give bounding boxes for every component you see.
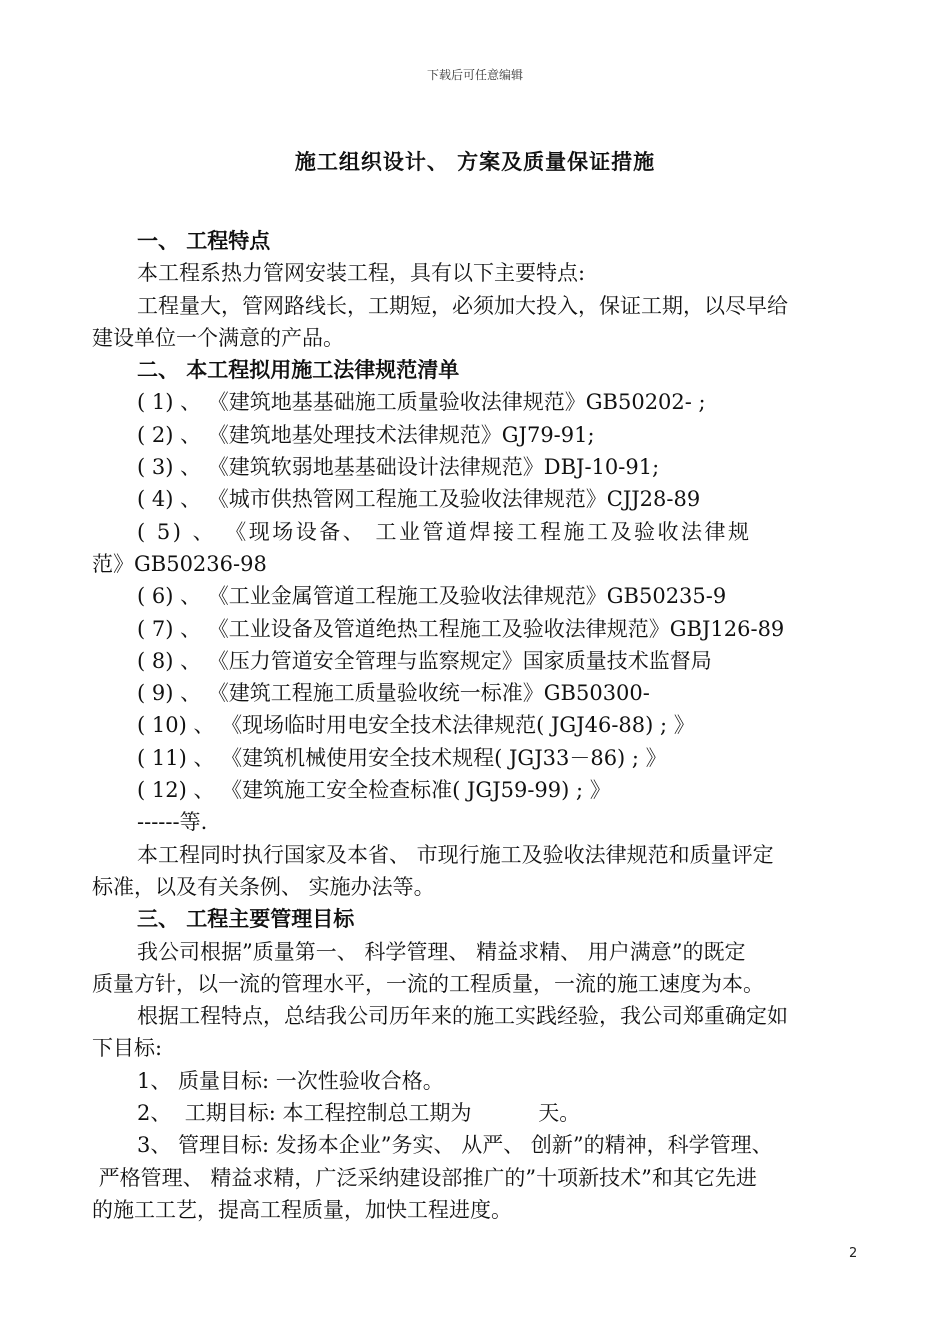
list-item: ( 11) 、 《建筑机械使用安全技术规程( JGJ33－86) ; 》 xyxy=(137,745,667,770)
section-heading: 一、 工程特点 xyxy=(137,228,271,253)
list-item: ( 3) 、 《建筑软弱地基基础设计法律规范》DBJ-10-91; xyxy=(137,455,660,480)
paragraph-line: 建设单位一个满意的产品。 xyxy=(92,325,344,350)
list-item: ( 4) 、 《城市供热管网工程施工及验收法律规范》CJJ28-89 xyxy=(137,487,701,512)
paragraph-line: 根据工程特点，总结我公司历年来的施工实践经验，我公司郑重确定如 xyxy=(137,1004,788,1029)
paragraph-line: 本工程同时执行国家及本省、 市现行施工及验收法律规范和质量评定 xyxy=(137,842,774,867)
document-title: 施工组织设计、 方案及质量保证措施 xyxy=(294,149,656,174)
header-note: 下载后可任意编辑 xyxy=(426,68,523,82)
list-item: ( 7) 、 《工业设备及管道绝热工程施工及验收法律规范》GBJ126-89 xyxy=(137,616,785,641)
paragraph-line: 标准，以及有关条例、 实施办法等。 xyxy=(92,874,435,899)
paragraph-line: 本工程系热力管网安装工程，具有以下主要特点: xyxy=(137,261,586,286)
list-end-line: ------等. xyxy=(137,810,208,835)
list-item: ( 2) 、 《建筑地基处理技术法律规范》GJ79-91; xyxy=(137,422,595,447)
list-item: ( 5) 、 《现场设备、 工业管道焊接工程施工及验收法律规 xyxy=(137,519,752,544)
list-item: ( 10) 、 《现场临时用电安全技术法律规范( JGJ46-88) ; 》 xyxy=(137,713,695,738)
paragraph-line: 质量方针，以一流的管理水平，一流的工程质量，一流的施工速度为本。 xyxy=(92,971,764,996)
list-item: ( 8) 、 《压力管道安全管理与监察规定》国家质量技术监督局 xyxy=(137,648,712,673)
document-body xyxy=(92,225,862,1226)
paragraph-line: 下目标: xyxy=(92,1036,163,1061)
page-number: 2 xyxy=(849,1246,858,1261)
goal-item: 1、 质量目标: 一次性验收合格。 xyxy=(137,1068,444,1093)
list-item-continuation: 范》GB50236-98 xyxy=(92,551,267,576)
goal-item: 2、 工期目标: 本工程控制总工期为 天。 xyxy=(137,1101,581,1126)
section-heading: 三、 工程主要管理目标 xyxy=(137,906,355,932)
list-item: ( 1) 、 《建筑地基基础施工质量验收法律规范》GB50202- ; xyxy=(137,390,706,415)
goal-item: 3、 管理目标: 发扬本企业”务实、 从严、 创新”的精神，科学管理、 xyxy=(137,1133,773,1158)
paragraph-line: 工程量大，管网路线长，工期短，必须加大投入，保证工期，以尽早给 xyxy=(137,293,788,318)
list-item: ( 6) 、 《工业金属管道工程施工及验收法律规范》GB50235-9 xyxy=(137,584,727,609)
paragraph-line: 我公司根据”质量第一、 科学管理、 精益求精、 用户满意”的既定 xyxy=(137,939,746,964)
paragraph-line: 严格管理、 精益求精，广泛采纳建设部推广的”十项新技术”和其它先进 xyxy=(92,1165,757,1190)
list-item: ( 12) 、 《建筑施工安全检查标准( JGJ59-99) ; 》 xyxy=(137,778,611,803)
list-item: ( 9) 、 《建筑工程施工质量验收统一标准》GB50300- xyxy=(137,681,650,706)
paragraph-line: 的施工工艺，提高工程质量，加快工程进度。 xyxy=(92,1197,512,1222)
section-heading: 二、 本工程拟用施工法律规范清单 xyxy=(137,357,460,383)
